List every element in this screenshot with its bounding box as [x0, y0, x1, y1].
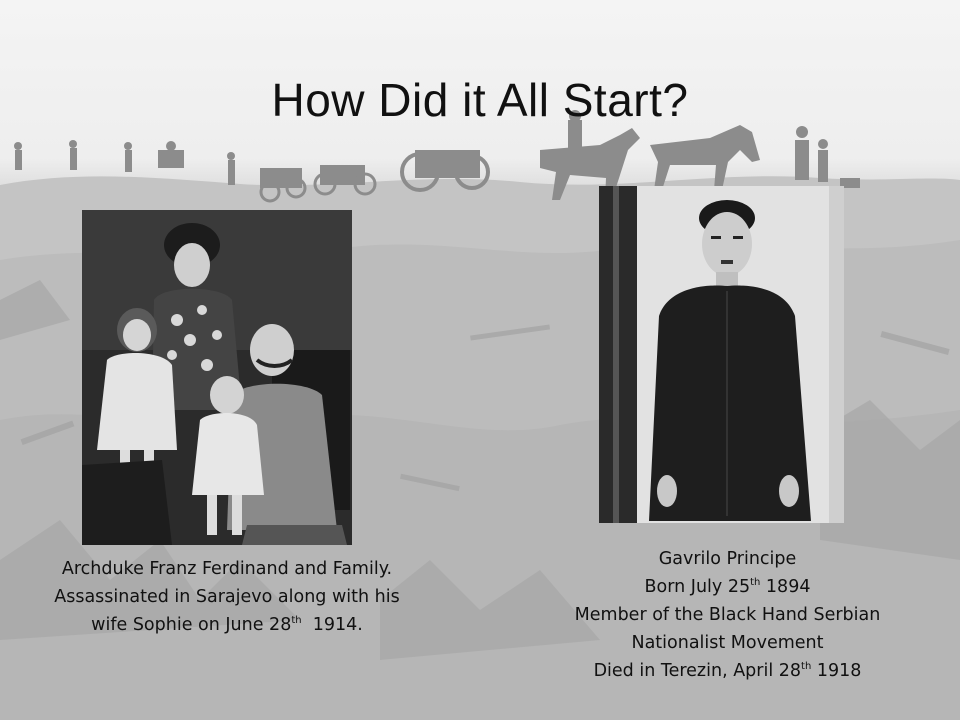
- principe-caption-born: [545, 573, 910, 601]
- family-portrait-illustration: [82, 210, 352, 545]
- principe-caption-movement: Nationalist Movement: [631, 633, 824, 653]
- principe-caption-died-sup: th: [801, 661, 812, 672]
- principe-caption-died-text: Died in Terezin, April 28: [593, 661, 802, 681]
- archduke-caption: [22, 555, 432, 639]
- slide-title: How Did it All Start?: [271, 73, 689, 126]
- principe-caption-name: Gavrilo Principe: [658, 549, 797, 569]
- principe-caption-died: [545, 657, 910, 685]
- archduke-caption-line3: [22, 611, 432, 639]
- archduke-family-photo: [82, 210, 352, 545]
- principe-caption-born-year: 1894: [760, 577, 811, 597]
- archduke-caption-line2: Assassinated in Sarajevo along with his: [54, 587, 400, 607]
- principe-caption-born-text: Born July 25: [644, 577, 751, 597]
- archduke-caption-line3-sup: th: [291, 615, 302, 626]
- gavrilo-principe-photo: [599, 186, 844, 523]
- archduke-caption-line1: Archduke Franz Ferdinand and Family.: [61, 559, 393, 579]
- principe-portrait-illustration: [599, 186, 844, 523]
- principe-caption-member: Member of the Black Hand Serbian: [574, 605, 881, 625]
- archduke-caption-line3-year: 1914.: [301, 615, 363, 635]
- principe-caption: [545, 545, 910, 685]
- principe-caption-died-year: 1918: [811, 661, 862, 681]
- principe-caption-born-sup: th: [750, 577, 761, 588]
- archduke-caption-line3-text: wife Sophie on June 28: [91, 615, 292, 635]
